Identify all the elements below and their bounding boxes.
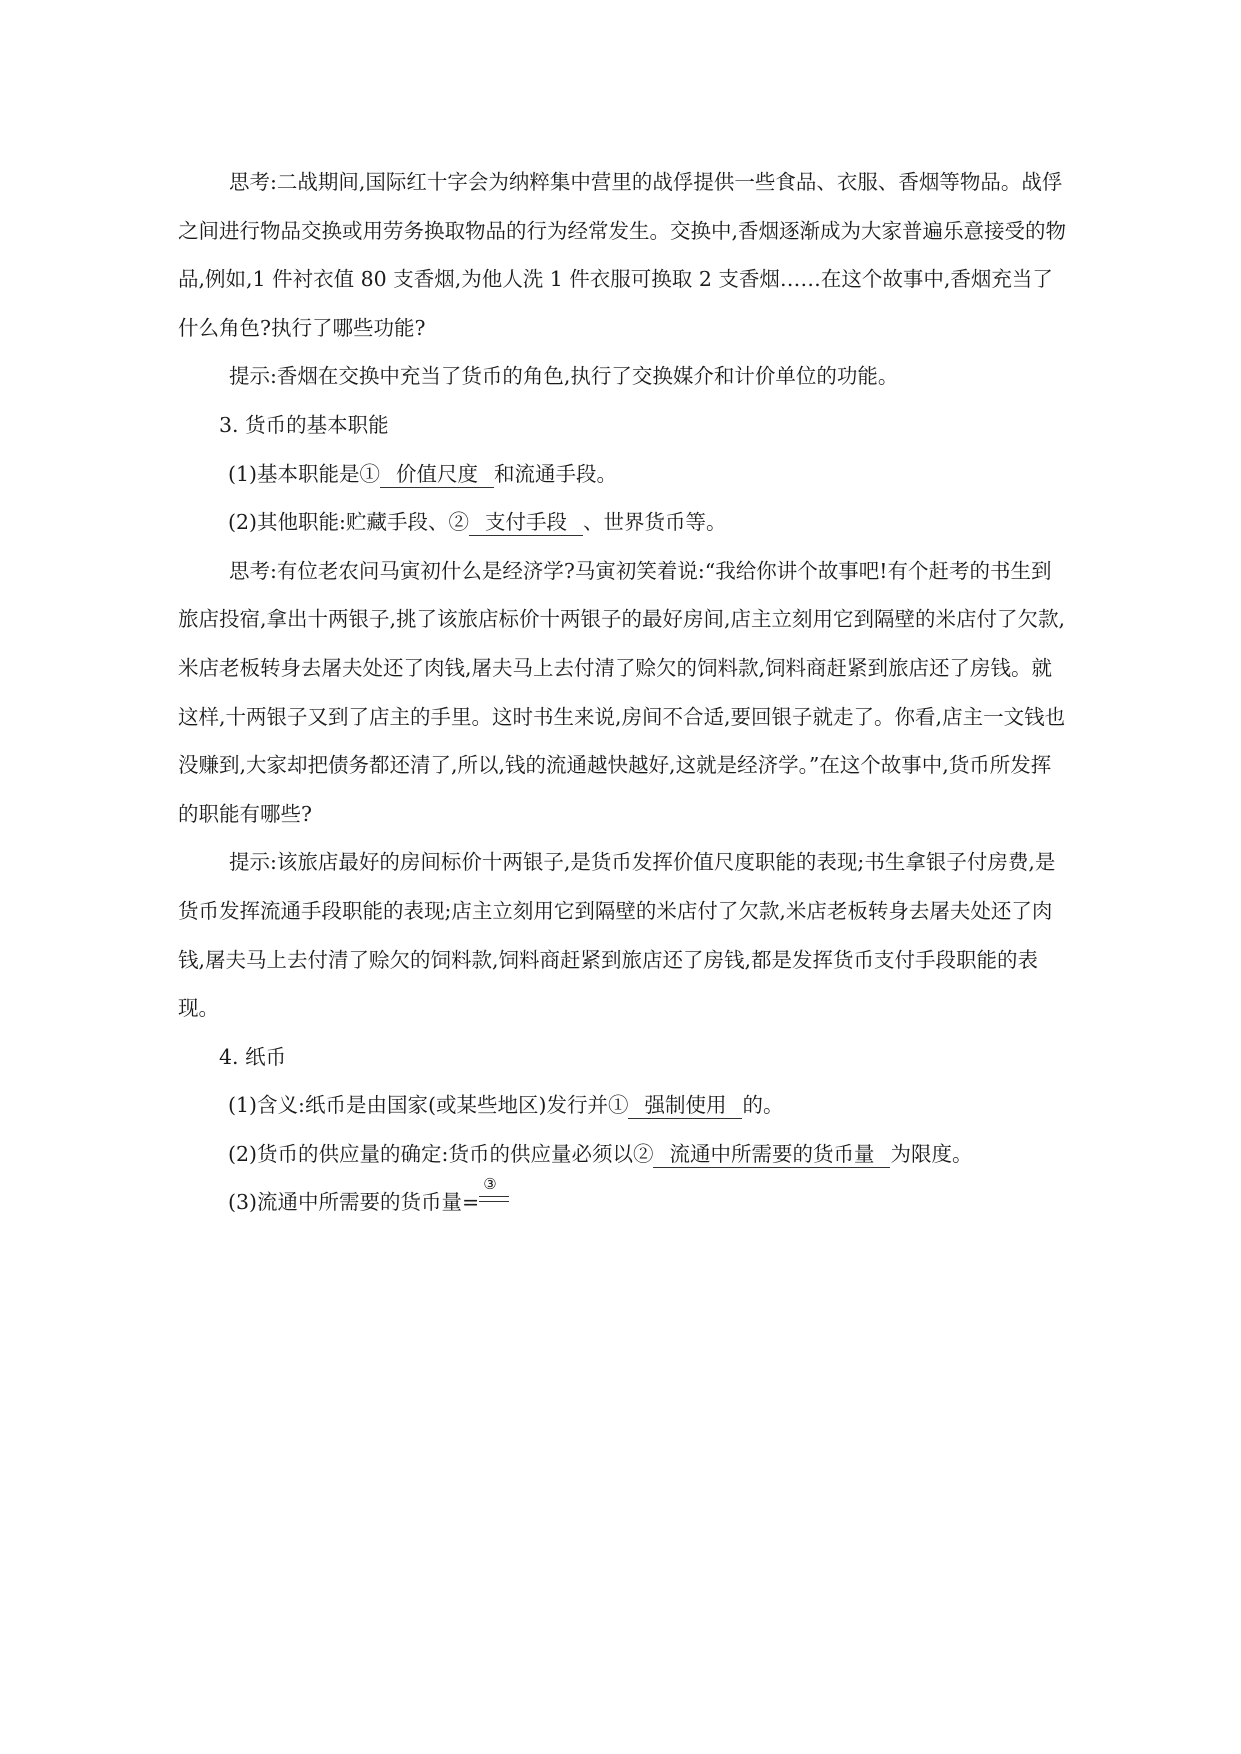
section-heading-paper-money: 4. 纸币 [219, 1044, 287, 1069]
money-supply-line [178, 1130, 1068, 1179]
circled-number-three: ③ [483, 1174, 497, 1193]
other-functions-suffix: 、世界货币等。 [582, 510, 727, 535]
fraction-bar-top [479, 1196, 509, 1197]
think-paragraph-economics-story: 思考:有位老农问马寅初什么是经济学?马寅初笑着说:“我给你讲个故事吧!有个赶考的书生到旅店投宿,拿出十两银子,挑了该旅店标价十两银子的最好房间,店主立刻用它到隔壁的米店付了欠款,米店老板转身去屠夫处还了肉钱,屠夫马上去付清了赊欠的饲料款,饲料商赶紧到旅店还了房钱。就这样,十两银子又到了店主的手里。这时书生来说,房间不合适,要回银子就走了。你看,店主一文钱也没赚到,大家却把债务都还清了,所以,钱的流通越快越好,这就是经济学。”在这个故事中,货币所发挥的职能有哪些? [178, 558, 1066, 826]
money-supply-prefix: (2)货币的供应量的确定:货币的供应量必须以② [228, 1141, 654, 1166]
formula-fraction [479, 1174, 513, 1216]
fraction-bar-bottom [479, 1201, 509, 1202]
answer-blank-measure-of-value: 价值尺度 [380, 461, 494, 488]
definition-prefix: (1)含义:纸币是由国家(或某些地区)发行并① [228, 1093, 629, 1118]
other-functions-prefix: (2)其他职能:贮藏手段、② [228, 510, 469, 535]
section-heading-money-functions: 3. 货币的基本职能 [219, 412, 389, 437]
answer-blank-money-needed: 流通中所需要的货币量 [653, 1141, 890, 1168]
answer-blank-means-of-payment: 支付手段 [469, 509, 583, 536]
document-body [178, 158, 1068, 1227]
formula-prefix: (3)流通中所需要的货币量= [228, 1190, 480, 1215]
definition-suffix: 的。 [742, 1093, 784, 1118]
hint-paragraph-cigarettes: 提示:香烟在交换中充当了货币的角色,执行了交换媒介和计价单位的功能。 [229, 364, 899, 389]
other-functions-line [178, 498, 1068, 547]
think-paragraph-cigarettes: 思考:二战期间,国际红十字会为纳粹集中营里的战俘提供一些食品、衣服、香烟等物品。战俘之间进行物品交换或用劳务换取物品的行为经常发生。交换中,香烟逐渐成为大家普遍乐意接受的物品,例如,1 件衬衣值 80 支香烟,为他人洗 1 件衣服可换取 2 支香烟……在这个故事中,香烟充当了什么角色?执行了哪些功能? [178, 170, 1067, 340]
money-needed-formula-line [178, 1174, 1068, 1227]
money-supply-suffix: 为限度。 [890, 1141, 973, 1166]
paper-money-definition-line [178, 1081, 1068, 1130]
basic-functions-suffix: 和流通手段。 [494, 461, 618, 486]
answer-blank-compulsory-use: 强制使用 [628, 1092, 742, 1119]
basic-functions-prefix: (1)基本职能是① [228, 461, 381, 486]
basic-functions-line [178, 450, 1068, 499]
hint-paragraph-economics-story: 提示:该旅店最好的房间标价十两银子,是货币发挥价值尺度职能的表现;书生拿银子付房费,是货币发挥流通手段职能的表现;店主立刻用它到隔壁的米店付了欠款,米店老板转身去屠夫处还了肉钱,屠夫马上去付清了赊欠的饲料款,饲料商赶紧到旅店还了房钱,都是发挥货币支付手段职能的表现。 [178, 850, 1056, 1021]
